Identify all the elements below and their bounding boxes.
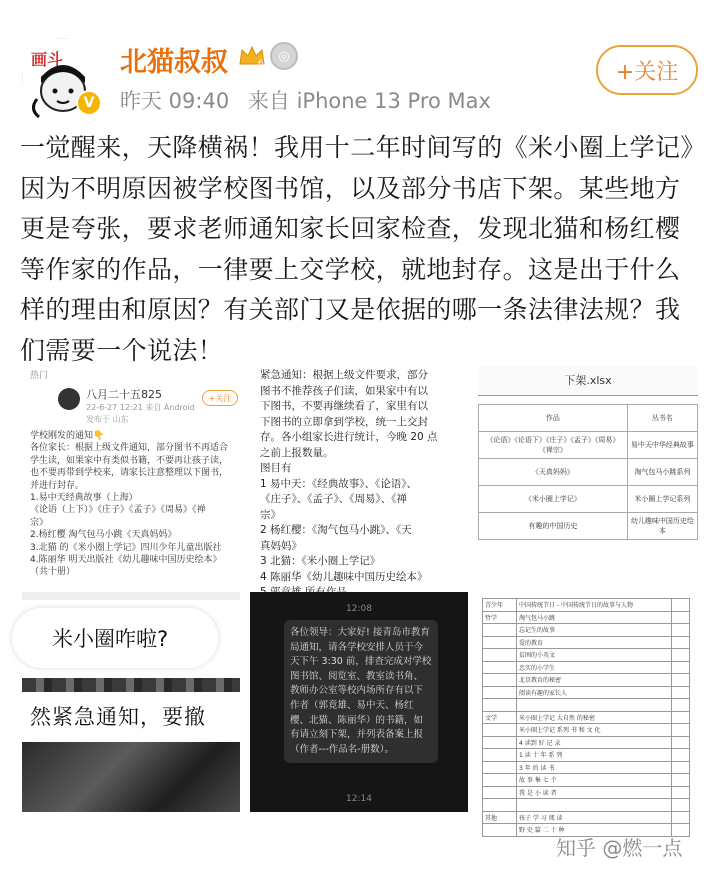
- table-row: [483, 661, 690, 674]
- table-cell: 幼儿趣味中国历史绘本: [627, 513, 697, 540]
- img1-notice-line: 学生读，如果家中有类似书籍，不要再让孩子读，: [30, 455, 229, 466]
- img5-timestamp-1: 12:08: [346, 604, 372, 614]
- img4-caption: 然紧急通知，要撤: [22, 693, 240, 741]
- table-cell: [483, 686, 517, 699]
- table-cell: 米小圈上学记系列: [627, 486, 697, 513]
- table-cell: 贫困的小英文: [517, 649, 672, 662]
- table-row: [483, 624, 690, 637]
- img2-notice-line: 真妈妈》: [260, 539, 302, 552]
- table-cell: 孩子 学 习 阅 读: [517, 811, 672, 824]
- table-row: [483, 686, 690, 699]
- table-cell: 爱的教育: [517, 636, 672, 649]
- avatar-text: 画斗: [31, 50, 64, 69]
- table-cell: [672, 774, 690, 787]
- table-cell: [483, 786, 517, 799]
- img1-username: 八月二十五825: [86, 388, 162, 401]
- table-row: [483, 736, 690, 749]
- img1-notice-line: 学校刚发的通知👇: [30, 431, 105, 441]
- img2-notice-text: [260, 368, 464, 616]
- table-row: [483, 749, 690, 762]
- table-cell: [483, 724, 517, 737]
- post-meta: [120, 85, 491, 115]
- table-cell: 野 史 篇 二 十 种: [517, 824, 672, 837]
- table-row: [479, 459, 698, 486]
- zhihu-watermark: 知乎 @燃一点: [556, 836, 683, 860]
- table-cell: 淘气包马小跳: [517, 611, 672, 624]
- table-cell: [672, 599, 690, 612]
- table-cell: [483, 774, 517, 787]
- img1-location: 发布于 山东: [86, 415, 129, 424]
- table-cell: 北京教育的秘密: [517, 674, 672, 687]
- table-cell: 《天真妈妈》: [479, 459, 628, 486]
- img2-notice-line: 宗》: [260, 508, 281, 521]
- img1-notice-line: 宗》: [30, 517, 49, 528]
- table-cell: [517, 699, 672, 712]
- table-cell: 丛书名: [627, 405, 697, 432]
- table-header-row: [479, 405, 698, 432]
- table-cell: [672, 686, 690, 699]
- table-cell: 忘记生的故事: [517, 624, 672, 637]
- img1-notice-line: 2.杨红樱 淘气包马小跳《天真妈妈》: [30, 530, 177, 541]
- post-time: 昨天 09:40: [120, 89, 230, 113]
- post-image-6[interactable]: [478, 592, 698, 835]
- table-cell: 阅读有趣的家长人: [517, 686, 672, 699]
- table-cell: [672, 799, 690, 812]
- table-cell: [483, 699, 517, 712]
- table-cell: [672, 724, 690, 737]
- table-cell: 米小圈上学记 大自然 的秘密: [517, 711, 672, 724]
- table-cell: [672, 711, 690, 724]
- img2-notice-line: 1 易中天：《经典故事》、《论语》、: [260, 477, 418, 490]
- img6-table: [482, 598, 690, 837]
- img4-speech-bubble: 米小圈咋啦?: [12, 608, 218, 668]
- table-row: [483, 799, 690, 812]
- table-row: [483, 674, 690, 687]
- table-cell: 哲学: [483, 611, 517, 624]
- table-row: [483, 786, 690, 799]
- post-image-4[interactable]: [22, 592, 240, 812]
- img2-notice-line: 紧急通知：根据上级文件要求，部分: [260, 369, 428, 381]
- table-cell: 米小圈上学记 系列 书 和 文 化: [517, 724, 672, 737]
- img1-notice-line: 也不要再带到学校来，请家长注意整理以下图书，: [30, 468, 229, 479]
- table-cell: [672, 786, 690, 799]
- table-cell: [483, 624, 517, 637]
- table-row: [479, 432, 698, 459]
- img2-notice-line: 下图书的立即拿到学校，统一上交封: [260, 415, 428, 428]
- table-row: [483, 636, 690, 649]
- table-cell: [483, 761, 517, 774]
- img1-notice-line: 《论语（上下）》《庄子》《孟子》《周易》《禅: [30, 505, 206, 516]
- img3-spreadsheet-title: 下架.xlsx: [478, 366, 698, 396]
- table-cell: 4 读到 好 记 录: [517, 736, 672, 749]
- table-cell: 青少年: [483, 599, 517, 612]
- table-cell: [672, 636, 690, 649]
- img1-notice-line: （共十册）: [30, 567, 76, 578]
- img2-notice-line: 图书不推荐孩子们读，如果家中有以: [260, 384, 428, 397]
- table-cell: [672, 674, 690, 687]
- table-row: [483, 611, 690, 624]
- follow-button[interactable]: +关注: [596, 45, 698, 95]
- post-image-5[interactable]: [250, 592, 468, 812]
- svg-text:6: 6: [258, 59, 264, 69]
- table-cell: [483, 749, 517, 762]
- post-image-3[interactable]: [478, 364, 698, 584]
- post-source: 来自 iPhone 13 Pro Max: [247, 89, 491, 113]
- table-row: [479, 486, 698, 513]
- username[interactable]: 北猫叔叔: [120, 47, 228, 78]
- table-row: [483, 761, 690, 774]
- table-cell: [672, 736, 690, 749]
- post-image-1[interactable]: [22, 364, 240, 584]
- table-cell: [483, 799, 517, 812]
- post-image-2[interactable]: [250, 364, 468, 584]
- img1-notice-line: 并进行封存。: [30, 480, 85, 491]
- table-row: [483, 599, 690, 612]
- table-cell: [672, 624, 690, 637]
- table-cell: [672, 611, 690, 624]
- post-text: 一觉醒来，天降横祸！我用十二年时间写的《米小圈上学记》因为不明原因被学校图书馆，以及部分书店下架。某些地方更是夸张，要求老师通知家长回家检查，发现北猫和杨红樱等作家的作品，一律要上交学校，就地封存。这是出于什么样的理由和原因？有关部门又是依据的哪一条法律法规？我们需要一个说法！: [20, 133, 694, 365]
- img2-notice-line: 3 北猫：《米小圈上学记》: [260, 555, 381, 567]
- img5-message-bubble: 各位领导：大家好! 接青岛市教育局通知，请各学校安排人员于今天下午 3:30 前，排查完成对学校图书馆、阅览室、教室读书角、教师办公室等校内场所存有以下作者（郭竟雄、易中天、杨红樱、北猫、陈丽华）的书籍，如有请立刻下架，并列表备案上报（作者---作品名-册数）。: [284, 620, 438, 763]
- table-cell: 有趣的中国历史: [479, 513, 628, 540]
- img4-top-strip: [22, 592, 240, 600]
- table-row: [483, 774, 690, 787]
- img1-notice-text: [30, 430, 236, 579]
- table-cell: 淘气包马小跳系列: [627, 459, 697, 486]
- vip-crown-icon: [238, 44, 266, 68]
- table-cell: 3 年 的 读 书: [517, 761, 672, 774]
- table-cell: [672, 649, 690, 662]
- table-cell: [672, 811, 690, 824]
- table-cell: 我 是 小 读 者: [517, 786, 672, 799]
- img4-dark-area: [22, 742, 240, 812]
- table-cell: 其他: [483, 811, 517, 824]
- table-cell: 易中天中华经典故事: [627, 432, 697, 459]
- table-cell: 《论语》《论语下》《庄子》《孟子》《周易》《禅宗》: [479, 432, 628, 459]
- img2-notice-line: 下图书，不要再继续看了，家里有以: [260, 400, 428, 412]
- img1-notice-line: 1.易中天经典故事（上海）: [30, 493, 138, 504]
- img1-time: 22-6-27 12:21 来自 Android: [86, 403, 195, 412]
- table-cell: [517, 799, 672, 812]
- table-cell: [672, 661, 690, 674]
- table-cell: [483, 661, 517, 674]
- img3-table: [478, 404, 698, 540]
- table-row: [483, 724, 690, 737]
- table-cell: 中国传统节日 - 中国传统节日的故事与人物: [517, 599, 672, 612]
- img1-notice-line: 4.陈丽华 明天出版社《幼儿趣味中国历史绘本》: [30, 555, 222, 566]
- img2-notice-line: 存。各小组家长进行统计，今晚 20 点: [260, 431, 438, 443]
- img1-follow-button: +关注: [202, 390, 238, 406]
- table-cell: [672, 699, 690, 712]
- img2-notice-line: 4 陈丽华《幼儿趣味中国历史绘本》: [260, 570, 428, 583]
- img2-notice-line: 《庄子》、《孟子》、《周易》、《禅: [260, 493, 407, 505]
- img5-timestamp-2: 12:14: [346, 794, 372, 804]
- table-cell: [483, 674, 517, 687]
- table-cell: [672, 761, 690, 774]
- table-cell: 文学: [483, 711, 517, 724]
- table-cell: 作品: [479, 405, 628, 432]
- img2-notice-line: 图目有: [260, 462, 292, 474]
- img1-notice-line: 各位家长：根据上级文件通知，部分图书不再适合: [30, 443, 229, 454]
- table-cell: [483, 636, 517, 649]
- table-row: [483, 711, 690, 724]
- table-cell: [483, 649, 517, 662]
- table-row: [483, 699, 690, 712]
- table-cell: [672, 749, 690, 762]
- img2-notice-line: 2 杨红樱：《淘气包马小跳》、《天: [260, 524, 412, 536]
- table-cell: 忠实的小学生: [517, 661, 672, 674]
- table-cell: 1 读 十 年 系 列: [517, 749, 672, 762]
- table-cell: 故 事 集 七 个: [517, 774, 672, 787]
- table-cell: [483, 824, 517, 837]
- img1-avatar: [58, 388, 80, 410]
- verified-badge-icon: V: [76, 90, 102, 116]
- img4-dark-strip: [22, 678, 240, 692]
- table-cell: 《米小圈上学记》: [479, 486, 628, 513]
- img1-top-label: 热门: [30, 371, 49, 381]
- table-row: [483, 649, 690, 662]
- table-cell: [483, 736, 517, 749]
- table-row: [479, 513, 698, 540]
- medal-icon: ◎: [270, 42, 298, 70]
- table-row: [483, 811, 690, 824]
- img2-notice-line: 之前上报数量。: [260, 446, 334, 459]
- img1-notice-line: 3.北猫 的《米小圈上学记》四川少年儿童出版社: [30, 542, 222, 553]
